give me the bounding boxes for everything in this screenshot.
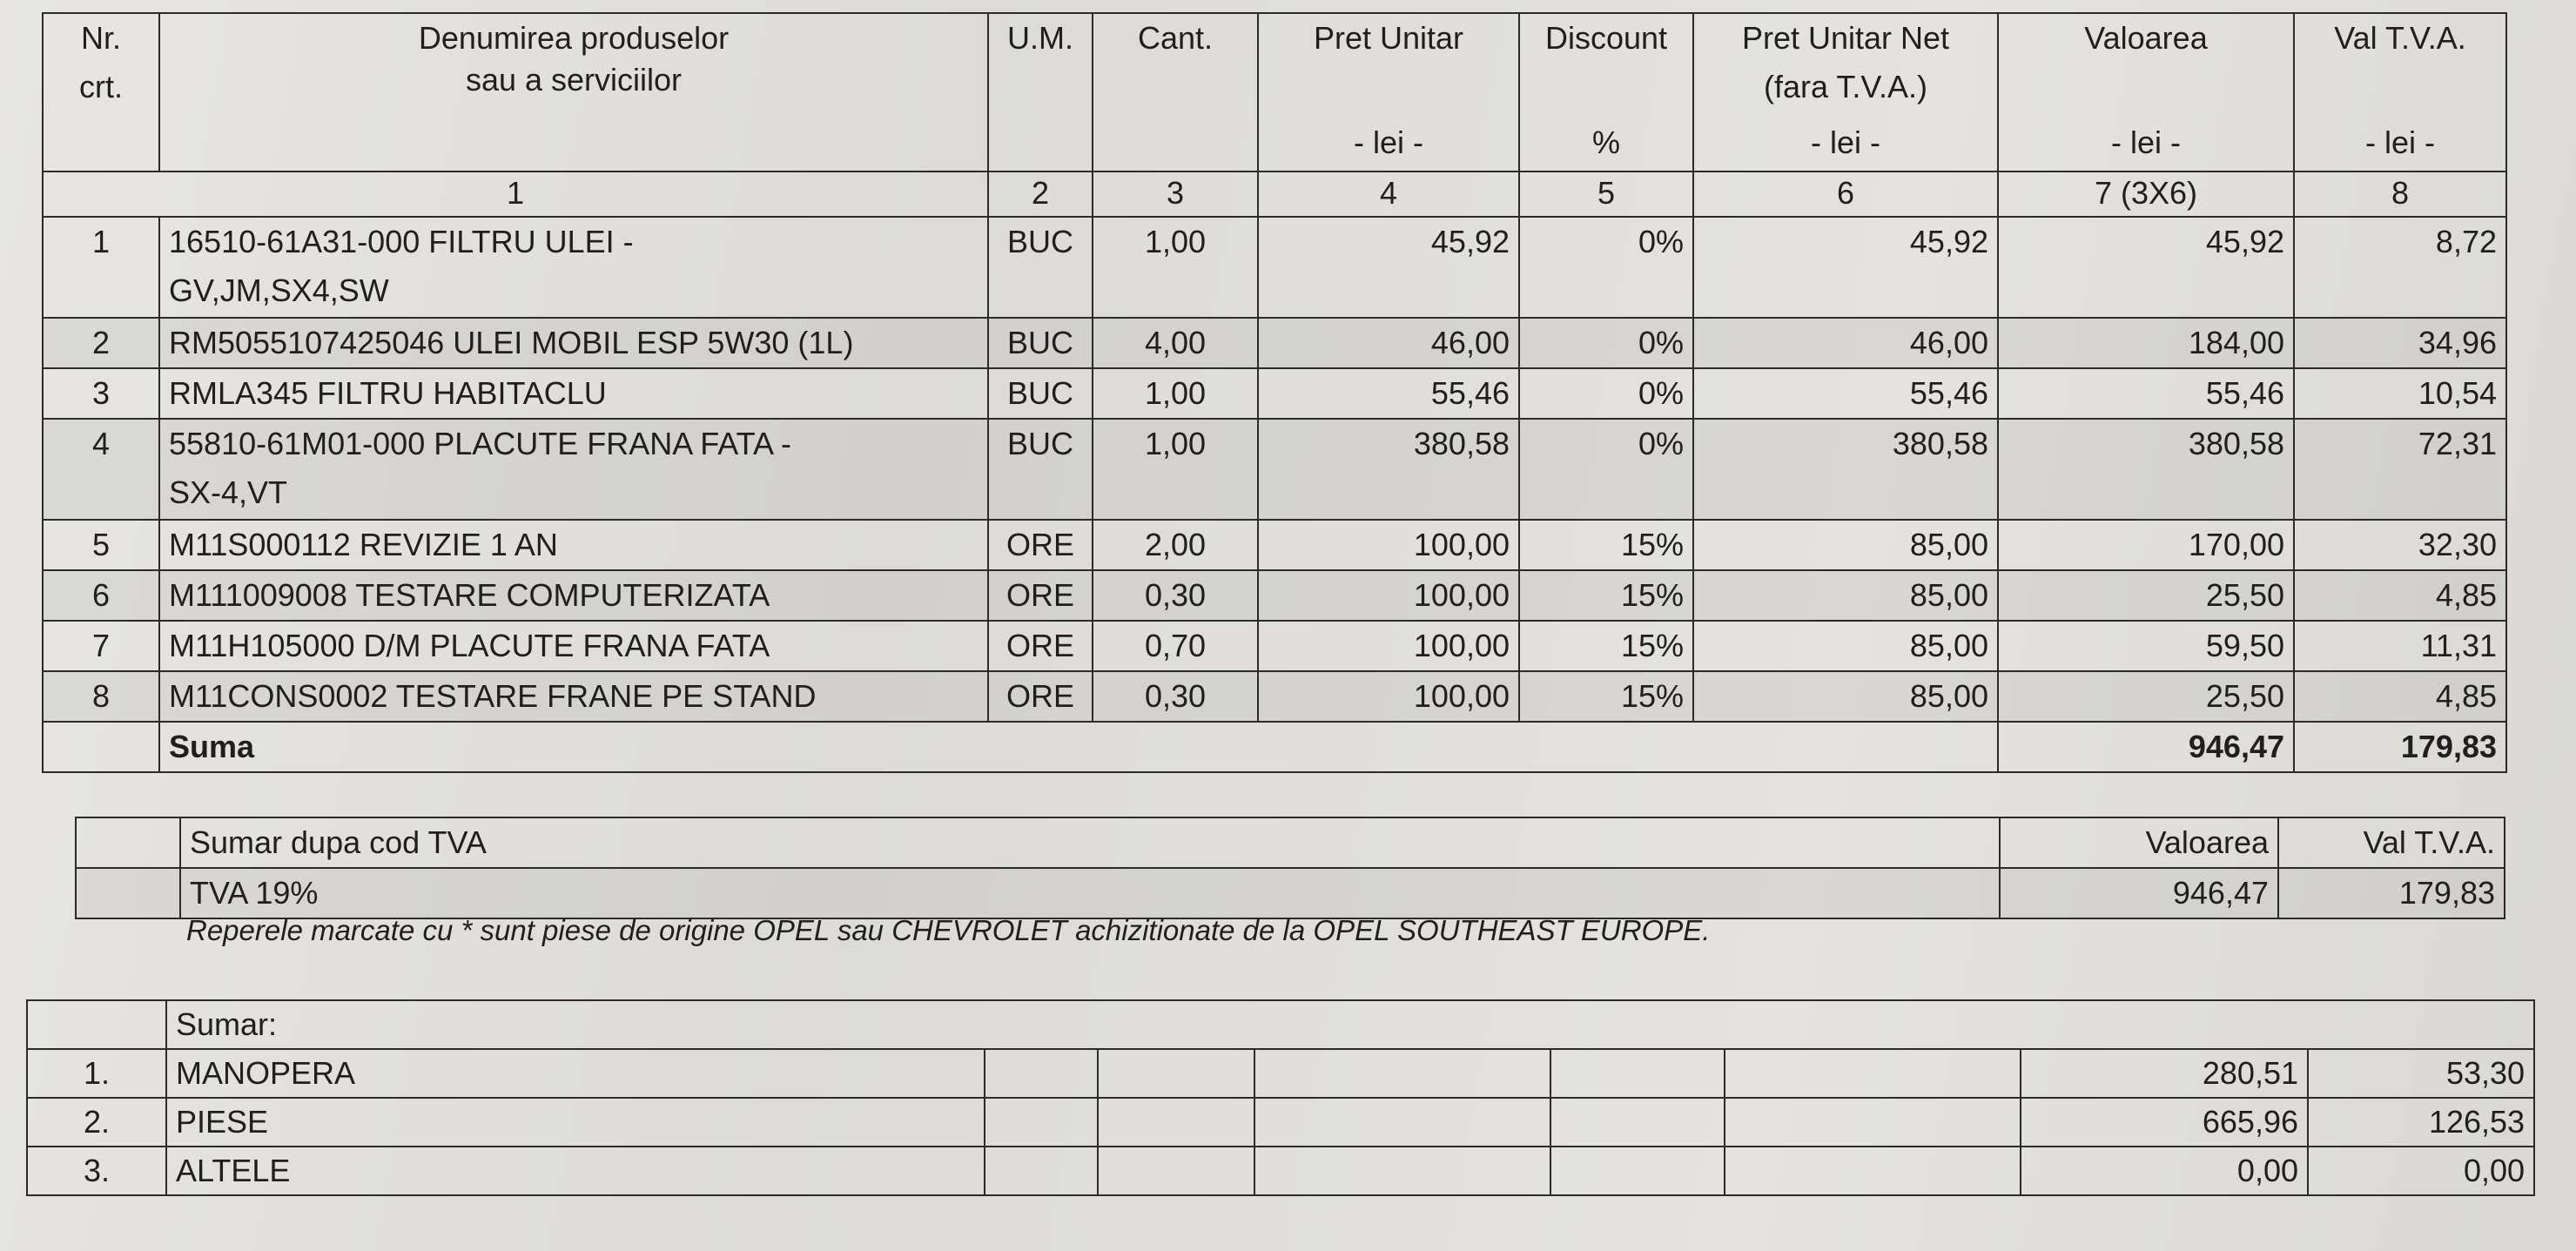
sumar-nr: 1. bbox=[27, 1049, 166, 1098]
item-discount: 0% bbox=[1519, 217, 1693, 318]
origin-note: Reperele marcate cu * sunt piese de origine OPEL sau CHEVROLET achizitionate de la OPEL SOUTHEAST EUROPE. bbox=[186, 914, 1711, 946]
column-numbers-row bbox=[43, 172, 2506, 217]
tva-col-val-tva: Val T.V.A. bbox=[2278, 817, 2505, 868]
item-name bbox=[159, 318, 988, 368]
item-nr: 3 bbox=[43, 368, 159, 419]
item-um: ORE bbox=[988, 621, 1093, 671]
sumar-valoarea: 280,51 bbox=[2021, 1049, 2308, 1098]
item-pret-unitar: 100,00 bbox=[1258, 671, 1519, 722]
table-row bbox=[43, 671, 2506, 722]
item-nr: 5 bbox=[43, 520, 159, 570]
suma-val-tva: 179,83 bbox=[2294, 722, 2506, 772]
header-val-tva: Val T.V.A. - lei - bbox=[2294, 13, 2506, 172]
item-pret-net: 85,00 bbox=[1693, 671, 1998, 722]
sumar-title: Sumar: bbox=[166, 1000, 2534, 1049]
item-val-tva: 10,54 bbox=[2294, 368, 2506, 419]
header-denumire: Denumirea produselor sau a serviciilor bbox=[159, 13, 988, 172]
col-number: 3 bbox=[1093, 172, 1258, 217]
sumar-row bbox=[27, 1147, 2534, 1195]
item-um: ORE bbox=[988, 570, 1093, 621]
header-discount: Discount % bbox=[1519, 13, 1693, 172]
item-name bbox=[159, 671, 988, 722]
tva-summary-row bbox=[76, 868, 2505, 918]
item-um: BUC bbox=[988, 419, 1093, 520]
sumar-empty-cell bbox=[1254, 1098, 1550, 1147]
item-discount: 0% bbox=[1519, 419, 1693, 520]
tva-row-val-tva: 179,83 bbox=[2278, 868, 2505, 918]
sumar-label: PIESE bbox=[166, 1098, 985, 1147]
table-row bbox=[43, 318, 2506, 368]
item-name-line: 16510-61A31-000 FILTRU ULEI - bbox=[169, 224, 634, 259]
item-name bbox=[159, 520, 988, 570]
item-pret-net: 85,00 bbox=[1693, 570, 1998, 621]
item-name-line: SX-4,VT bbox=[169, 474, 288, 510]
item-pret-net: 45,92 bbox=[1693, 217, 1998, 318]
item-valoarea: 170,00 bbox=[1998, 520, 2294, 570]
header-valoarea: Valoarea - lei - bbox=[1998, 13, 2294, 172]
item-name bbox=[159, 368, 988, 419]
item-cant: 4,00 bbox=[1093, 318, 1258, 368]
item-pret-net: 85,00 bbox=[1693, 621, 1998, 671]
item-cant: 0,30 bbox=[1093, 570, 1258, 621]
suma-valoarea: 946,47 bbox=[1998, 722, 2294, 772]
sumar-empty-cell bbox=[985, 1147, 1098, 1195]
col-number: 2 bbox=[988, 172, 1093, 217]
item-val-tva: 11,31 bbox=[2294, 621, 2506, 671]
item-cant: 0,70 bbox=[1093, 621, 1258, 671]
sumar-nr: 3. bbox=[27, 1147, 166, 1195]
item-nr: 1 bbox=[43, 217, 159, 318]
item-valoarea: 45,92 bbox=[1998, 217, 2294, 318]
item-name-line: M11H105000 D/M PLACUTE FRANA FATA bbox=[169, 628, 770, 663]
tva-summary-table bbox=[75, 817, 2505, 919]
item-um: ORE bbox=[988, 671, 1093, 722]
item-um: BUC bbox=[988, 217, 1093, 318]
item-pret-net: 46,00 bbox=[1693, 318, 1998, 368]
item-discount: 15% bbox=[1519, 570, 1693, 621]
item-valoarea: 59,50 bbox=[1998, 621, 2294, 671]
invoice-items-table bbox=[42, 12, 2507, 773]
item-cant: 1,00 bbox=[1093, 368, 1258, 419]
sumar-valoarea: 0,00 bbox=[2021, 1147, 2308, 1195]
item-discount: 15% bbox=[1519, 520, 1693, 570]
tva-col-valoarea: Valoarea bbox=[2000, 817, 2278, 868]
sumar-val-tva: 53,30 bbox=[2308, 1049, 2534, 1098]
item-valoarea: 55,46 bbox=[1998, 368, 2294, 419]
sumar-empty-cell bbox=[1098, 1147, 1254, 1195]
sumar-empty-cell bbox=[1254, 1049, 1550, 1098]
item-um: BUC bbox=[988, 368, 1093, 419]
tva-row-valoarea: 946,47 bbox=[2000, 868, 2278, 918]
header-cant: Cant. bbox=[1093, 13, 1258, 172]
table-row bbox=[43, 217, 2506, 318]
item-name-line: RM5055107425046 ULEI MOBIL ESP 5W30 (1L) bbox=[169, 325, 854, 360]
item-pret-net: 55,46 bbox=[1693, 368, 1998, 419]
item-um: ORE bbox=[988, 520, 1093, 570]
item-name-line: 55810-61M01-000 PLACUTE FRANA FATA - bbox=[169, 426, 791, 461]
item-pret-unitar: 100,00 bbox=[1258, 621, 1519, 671]
header-um: U.M. bbox=[988, 13, 1093, 172]
item-valoarea: 380,58 bbox=[1998, 419, 2294, 520]
sumar-empty-cell bbox=[985, 1098, 1098, 1147]
col-number: 5 bbox=[1519, 172, 1693, 217]
sumar-empty-cell bbox=[1725, 1098, 2021, 1147]
item-pret-unitar: 46,00 bbox=[1258, 318, 1519, 368]
item-pret-unitar: 55,46 bbox=[1258, 368, 1519, 419]
item-um: BUC bbox=[988, 318, 1093, 368]
item-discount: 15% bbox=[1519, 621, 1693, 671]
tva-row-label: TVA 19% bbox=[180, 868, 2000, 918]
item-discount: 15% bbox=[1519, 671, 1693, 722]
suma-label: Suma bbox=[159, 722, 1998, 772]
item-name bbox=[159, 570, 988, 621]
item-discount: 0% bbox=[1519, 318, 1693, 368]
item-pret-net: 85,00 bbox=[1693, 520, 1998, 570]
item-pret-unitar: 45,92 bbox=[1258, 217, 1519, 318]
header-pret-unitar: Pret Unitar - lei - bbox=[1258, 13, 1519, 172]
table-row bbox=[43, 368, 2506, 419]
item-valoarea: 184,00 bbox=[1998, 318, 2294, 368]
sumar-nr: 2. bbox=[27, 1098, 166, 1147]
header-nr: Nr. crt. bbox=[43, 13, 159, 172]
col-number: 4 bbox=[1258, 172, 1519, 217]
item-cant: 2,00 bbox=[1093, 520, 1258, 570]
item-name bbox=[159, 621, 988, 671]
sumar-label: MANOPERA bbox=[166, 1049, 985, 1098]
col-number: 7 (3X6) bbox=[1998, 172, 2294, 217]
item-nr: 6 bbox=[43, 570, 159, 621]
item-name bbox=[159, 217, 988, 318]
item-discount: 0% bbox=[1519, 368, 1693, 419]
item-name-line: M11S000112 REVIZIE 1 AN bbox=[169, 527, 558, 562]
item-pret-unitar: 100,00 bbox=[1258, 570, 1519, 621]
sumar-header bbox=[27, 1000, 2534, 1049]
sumar-empty-cell bbox=[1550, 1049, 1725, 1098]
header-row bbox=[43, 13, 2506, 172]
sumar-val-tva: 126,53 bbox=[2308, 1098, 2534, 1147]
item-val-tva: 4,85 bbox=[2294, 671, 2506, 722]
item-val-tva: 32,30 bbox=[2294, 520, 2506, 570]
sumar-empty-cell bbox=[1098, 1049, 1254, 1098]
col-number: 6 bbox=[1693, 172, 1998, 217]
item-name bbox=[159, 419, 988, 520]
col-number: 1 bbox=[43, 172, 988, 217]
item-pret-unitar: 380,58 bbox=[1258, 419, 1519, 520]
item-nr: 4 bbox=[43, 419, 159, 520]
sumar-table bbox=[26, 999, 2535, 1196]
item-name-line: RMLA345 FILTRU HABITACLU bbox=[169, 375, 607, 411]
sumar-empty-cell bbox=[1550, 1147, 1725, 1195]
table-row bbox=[43, 570, 2506, 621]
item-cant: 0,30 bbox=[1093, 671, 1258, 722]
item-nr: 7 bbox=[43, 621, 159, 671]
item-pret-unitar: 100,00 bbox=[1258, 520, 1519, 570]
item-valoarea: 25,50 bbox=[1998, 671, 2294, 722]
item-cant: 1,00 bbox=[1093, 419, 1258, 520]
item-name-line: GV,JM,SX4,SW bbox=[169, 272, 389, 308]
sumar-label: ALTELE bbox=[166, 1147, 985, 1195]
sumar-empty-cell bbox=[1550, 1098, 1725, 1147]
item-valoarea: 25,50 bbox=[1998, 570, 2294, 621]
table-row bbox=[43, 621, 2506, 671]
tva-summary-title: Sumar dupa cod TVA bbox=[180, 817, 2000, 868]
item-pret-net: 380,58 bbox=[1693, 419, 1998, 520]
sumar-empty-cell bbox=[1725, 1049, 2021, 1098]
item-val-tva: 72,31 bbox=[2294, 419, 2506, 520]
table-row bbox=[43, 419, 2506, 520]
item-cant: 1,00 bbox=[1093, 217, 1258, 318]
suma-row bbox=[43, 722, 2506, 772]
table-row bbox=[43, 520, 2506, 570]
col-number: 8 bbox=[2294, 172, 2506, 217]
sumar-empty-cell bbox=[1098, 1098, 1254, 1147]
item-name-line: M11CONS0002 TESTARE FRANE PE STAND bbox=[169, 678, 817, 714]
sumar-empty-cell bbox=[1725, 1147, 2021, 1195]
sumar-valoarea: 665,96 bbox=[2021, 1098, 2308, 1147]
item-val-tva: 34,96 bbox=[2294, 318, 2506, 368]
sumar-empty-cell bbox=[1254, 1147, 1550, 1195]
sumar-row bbox=[27, 1049, 2534, 1098]
sumar-val-tva: 0,00 bbox=[2308, 1147, 2534, 1195]
tva-summary-header bbox=[76, 817, 2505, 868]
item-name-line: M111009008 TESTARE COMPUTERIZATA bbox=[169, 577, 770, 613]
item-val-tva: 8,72 bbox=[2294, 217, 2506, 318]
item-val-tva: 4,85 bbox=[2294, 570, 2506, 621]
item-nr: 8 bbox=[43, 671, 159, 722]
sumar-empty-cell bbox=[985, 1049, 1098, 1098]
item-nr: 2 bbox=[43, 318, 159, 368]
sumar-row bbox=[27, 1098, 2534, 1147]
header-pret-net: Pret Unitar Net (fara T.V.A.) - lei - bbox=[1693, 13, 1998, 172]
